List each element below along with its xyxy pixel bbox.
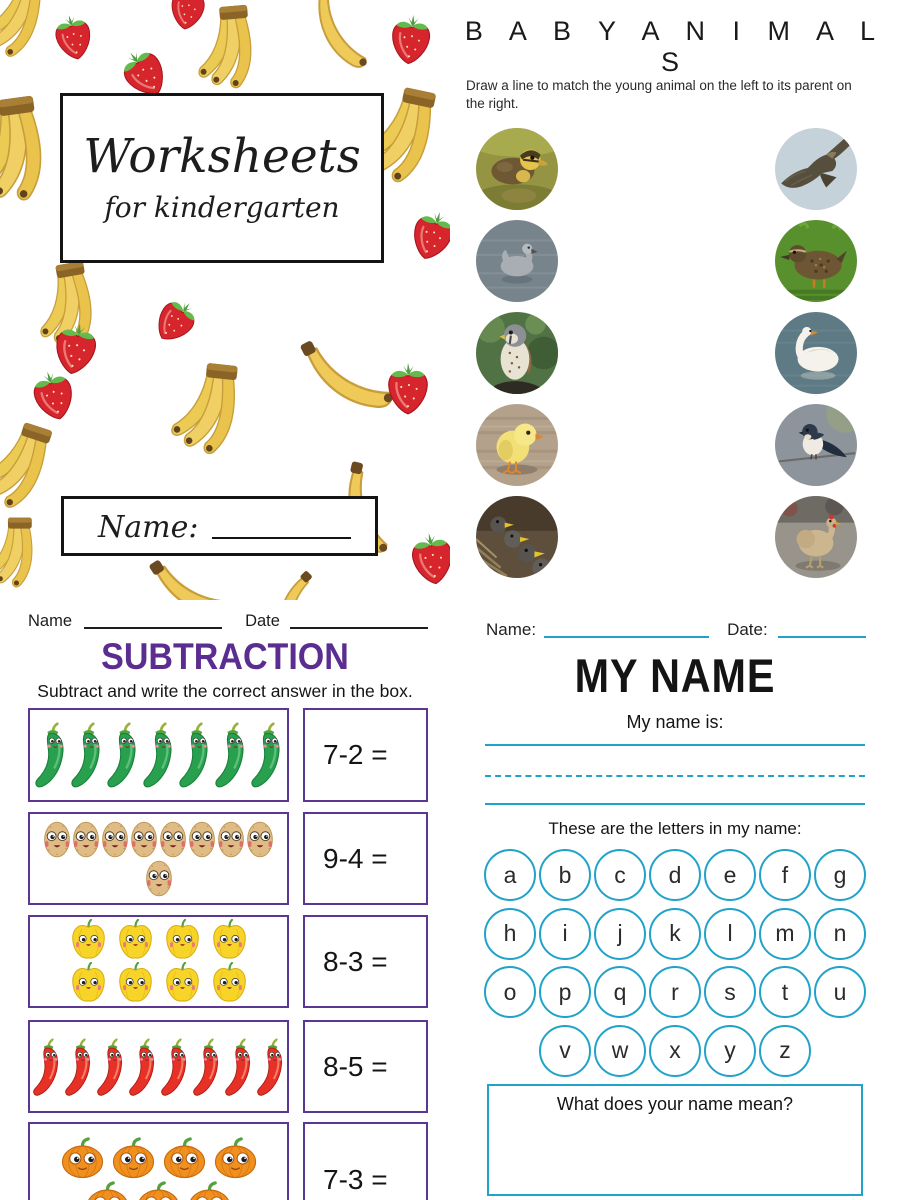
red-chili-icon: [160, 1037, 190, 1099]
item-box-red-chili: [28, 1020, 289, 1113]
date-field[interactable]: [778, 622, 866, 638]
yellow-pepper-icon: [207, 962, 252, 1005]
question-text: What does your name mean?: [556, 1094, 794, 1114]
my-name-title: MY NAME: [574, 649, 776, 702]
letter-circle-q[interactable]: q: [594, 966, 646, 1018]
red-chili-icon: [128, 1037, 158, 1099]
pumpkin-icon: [59, 1137, 106, 1179]
red-chili-icon: [256, 1037, 286, 1099]
cover-name-field[interactable]: [212, 511, 351, 539]
date-label: Date:: [727, 620, 768, 639]
green-chili-icon: [142, 721, 176, 791]
answer-box-5[interactable]: [303, 1122, 428, 1200]
strawberry-illustration: [404, 204, 450, 262]
potato-icon: [72, 820, 100, 859]
page-baby-animals: [450, 0, 900, 600]
green-chili-icon: [34, 721, 68, 791]
letter-circle-j[interactable]: j: [594, 908, 646, 960]
item-box-potato: [28, 812, 289, 905]
equation-text: 7-2 =: [323, 739, 388, 770]
cover-title-box: [60, 93, 384, 263]
baby-animals-instruction: Draw a line to match the young animal on the left to its parent on the right.: [466, 78, 852, 112]
equation-text: 7-3 =: [323, 1163, 388, 1195]
letter-circle-g[interactable]: g: [814, 849, 866, 901]
hen-photo[interactable]: [775, 496, 857, 578]
letter-circle-x[interactable]: x: [649, 1025, 701, 1077]
letter-circle-r[interactable]: r: [649, 966, 701, 1018]
green-chili-icon: [70, 721, 104, 791]
writing-line-top[interactable]: [485, 744, 865, 746]
cover-name-box: [61, 496, 378, 556]
items-potato: [30, 820, 287, 898]
items-red-chili: [31, 1035, 287, 1099]
writing-line-middle-dashed[interactable]: [485, 775, 865, 777]
letter-circle-i[interactable]: i: [539, 908, 591, 960]
green-chili-icon: [250, 721, 284, 791]
letter-circle-d[interactable]: d: [649, 849, 701, 901]
letter-circle-f[interactable]: f: [759, 849, 811, 901]
baby-animals-title: B A B Y A N I M A L S: [464, 16, 886, 77]
my-name-header: [486, 620, 866, 640]
green-chili-icon: [214, 721, 248, 791]
potato-icon: [130, 820, 158, 859]
letter-circle-y[interactable]: y: [704, 1025, 756, 1077]
pumpkin-icon: [84, 1181, 131, 1200]
item-box-yellow-pepper: [28, 915, 289, 1008]
letter-circle-v[interactable]: v: [539, 1025, 591, 1077]
green-chili-icon: [178, 721, 212, 791]
strawberry-illustration: [48, 318, 104, 374]
pumpkin-icon: [110, 1137, 157, 1179]
name-label: Name: [28, 612, 73, 630]
strawberry-illustration: [48, 10, 98, 60]
page-my-name: [450, 600, 900, 1200]
date-label: Date: [245, 612, 280, 630]
letter-circle-c[interactable]: c: [594, 849, 646, 901]
cover-name-label: Name:: [98, 510, 199, 545]
green-chili-icon: [106, 721, 140, 791]
potato-icon: [246, 820, 274, 859]
swallow-photo[interactable]: [775, 404, 857, 486]
swan-photo[interactable]: [775, 312, 857, 394]
kestrel-chick-photo[interactable]: [476, 312, 558, 394]
banana-illustration: [245, 562, 341, 600]
red-chili-icon: [96, 1037, 126, 1099]
problem-row-5: [0, 1122, 450, 1200]
yellow-pepper-icon: [66, 919, 111, 962]
item-box-pumpkin: [28, 1122, 289, 1200]
letter-row: [450, 849, 900, 901]
letters-heading: These are the letters in my name:: [548, 819, 802, 838]
pumpkin-icon: [186, 1181, 233, 1200]
question-box[interactable]: [487, 1084, 863, 1196]
letter-row: [450, 908, 900, 960]
strawberry-illustration: [384, 362, 432, 410]
letter-circle-u[interactable]: u: [814, 966, 866, 1018]
red-chili-icon: [224, 1037, 254, 1099]
answer-box-2[interactable]: [303, 812, 428, 905]
writing-line-bottom[interactable]: [485, 803, 865, 805]
name-label: Name:: [486, 620, 537, 639]
letter-row: [450, 1025, 900, 1077]
subtraction-instruction: Subtract and write the correct answer in the box.: [37, 681, 413, 701]
name-field[interactable]: [84, 613, 222, 629]
banana-bunch-illustration: [192, 0, 300, 106]
page-cover: [0, 0, 450, 600]
strawberry-illustration: [405, 529, 450, 583]
banana-bunch-illustration: [0, 515, 70, 600]
item-box-green-chili: [28, 708, 289, 802]
letter-circle-m[interactable]: m: [759, 908, 811, 960]
letter-circle-z[interactable]: z: [759, 1025, 811, 1077]
banana-bunch-illustration: [167, 357, 288, 478]
answer-box-3[interactable]: [303, 915, 428, 1008]
red-chili-icon: [192, 1037, 222, 1099]
strawberry-illustration: [148, 290, 207, 349]
letter-circle-h[interactable]: h: [484, 908, 536, 960]
potato-icon: [159, 820, 187, 859]
items-green-chili: [33, 719, 285, 791]
problem-row-2: [0, 812, 450, 905]
items-pumpkin: [53, 1136, 265, 1200]
letter-circle-k[interactable]: k: [649, 908, 701, 960]
letter-circle-p[interactable]: p: [539, 966, 591, 1018]
letter-circle-l[interactable]: l: [704, 908, 756, 960]
my-name-subtitle: My name is:: [626, 712, 724, 732]
red-chili-icon: [32, 1037, 62, 1099]
yellow-pepper-icon: [160, 962, 205, 1005]
duck-photo[interactable]: [775, 220, 857, 302]
banana-illustration: [289, 0, 387, 81]
letter-row: [450, 966, 900, 1018]
problem-row-1: [0, 708, 450, 802]
letter-circle-t[interactable]: t: [759, 966, 811, 1018]
cover-subtitle: for kindergarten: [104, 191, 340, 225]
letter-circle-s[interactable]: s: [704, 966, 756, 1018]
potato-icon: [217, 820, 245, 859]
cygnet-photo[interactable]: [476, 220, 558, 302]
answer-box-1[interactable]: [303, 708, 428, 802]
name-field[interactable]: [544, 622, 709, 638]
chick-photo[interactable]: [476, 404, 558, 486]
potato-icon: [145, 859, 173, 898]
items-yellow-pepper: [61, 919, 257, 1005]
subtraction-title: SUBTRACTION: [101, 636, 349, 677]
potato-icon: [101, 820, 129, 859]
letter-circle-w[interactable]: w: [594, 1025, 646, 1077]
letter-circle-e[interactable]: e: [704, 849, 756, 901]
alphabet-grid: [450, 849, 900, 1083]
problem-row-3: [0, 915, 450, 1008]
yellow-pepper-icon: [160, 919, 205, 962]
yellow-pepper-icon: [113, 962, 158, 1005]
letter-circle-n[interactable]: n: [814, 908, 866, 960]
equation-text: 8-3 =: [323, 945, 388, 977]
yellow-pepper-icon: [207, 919, 252, 962]
letter-circle-a[interactable]: a: [484, 849, 536, 901]
yellow-pepper-icon: [66, 962, 111, 1005]
page-subtraction: [0, 600, 450, 1200]
strawberry-illustration: [386, 12, 437, 63]
letter-circle-o[interactable]: o: [484, 966, 536, 1018]
equation-text: 8-5 =: [323, 1050, 388, 1082]
swallow-nestlings-photo[interactable]: [476, 496, 558, 578]
potato-icon: [188, 820, 216, 859]
pumpkin-icon: [135, 1181, 182, 1200]
cover-title: Worksheets: [83, 128, 361, 184]
subtraction-header: [28, 612, 428, 631]
yellow-pepper-icon: [113, 919, 158, 962]
pumpkin-icon: [212, 1137, 259, 1179]
duckling-photo[interactable]: [476, 128, 558, 210]
problem-row-4: [0, 1020, 450, 1113]
answer-box-4[interactable]: [303, 1020, 428, 1113]
letter-circle-b[interactable]: b: [539, 849, 591, 901]
potato-icon: [43, 820, 71, 859]
date-field[interactable]: [290, 613, 428, 629]
pumpkin-icon: [161, 1137, 208, 1179]
red-chili-icon: [64, 1037, 94, 1099]
hawk-flying-photo[interactable]: [775, 128, 857, 210]
equation-text: 9-4 =: [323, 842, 388, 874]
